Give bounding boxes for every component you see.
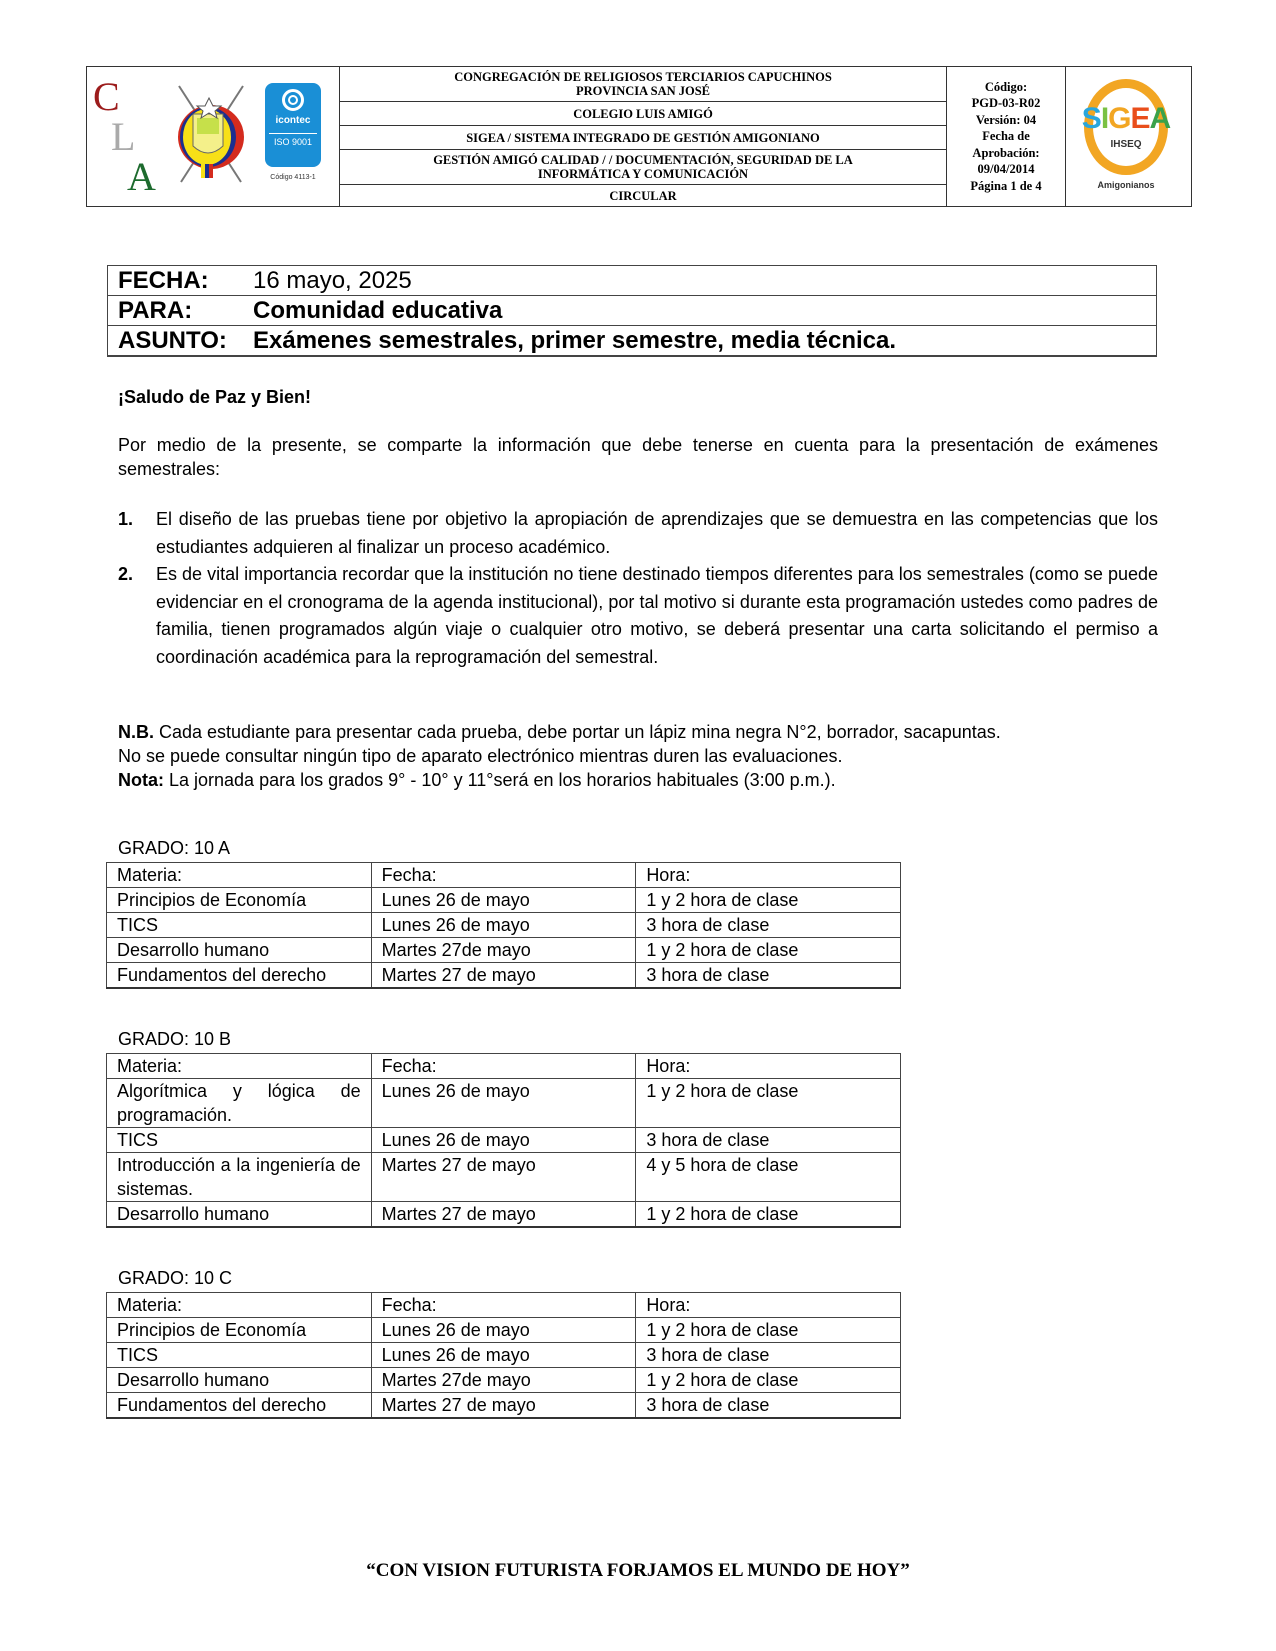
meta-row-asunto — [108, 326, 1157, 357]
institution-line-1: CONGREGACIÓN DE RELIGIOSOS TERCIARIOS CAPUCHINOS — [454, 70, 832, 84]
hour-cell: 1 y 2 hora de clase — [636, 888, 901, 913]
list-item-number: 1. — [118, 509, 134, 529]
approval-label-1: Fecha de — [982, 129, 1030, 144]
grade-block — [106, 1027, 901, 1228]
icontec-name: icontec — [275, 115, 311, 126]
icontec-code: Código 4113-1 — [270, 174, 316, 181]
icontec-logo — [265, 83, 321, 167]
school-name — [340, 102, 946, 126]
sigea-a: A — [1149, 102, 1171, 135]
date-cell: Lunes 26 de mayo — [371, 1079, 636, 1128]
table-row — [107, 888, 901, 913]
column-header: Hora: — [636, 863, 901, 888]
greeting: ¡Saludo de Paz y Bien! — [118, 387, 312, 407]
list-item-number: 2. — [118, 564, 134, 584]
hour-cell: 4 y 5 hora de clase — [636, 1153, 901, 1202]
table-row — [107, 963, 901, 989]
cla-letter-a: A — [127, 154, 156, 199]
fecha-value: 16 mayo, 2025 — [243, 266, 1157, 296]
table-row — [107, 1128, 901, 1153]
code-value: PGD-03-R02 — [971, 96, 1041, 111]
hour-cell: 1 y 2 hora de clase — [636, 1318, 901, 1343]
icontec-iso: ISO 9001 — [269, 133, 317, 148]
subject-cell: Principios de Economía — [107, 1318, 372, 1343]
date-cell: Martes 27 de mayo — [371, 1202, 636, 1228]
sigea-subtitle: IHSEQ — [1110, 139, 1142, 150]
hour-cell: 3 hora de clase — [636, 963, 901, 989]
table-row — [107, 1368, 901, 1393]
nota-text: La jornada para los grados 9° - 10° y 11°será en los horarios habituales (3:00 p.m.). — [164, 770, 836, 790]
hour-cell: 3 hora de clase — [636, 1128, 901, 1153]
nb-line-2: No se puede consultar ningún tipo de aparato electrónico mientras duren las evaluaciones. — [118, 746, 843, 766]
column-header: Hora: — [636, 1293, 901, 1318]
table-row — [107, 913, 901, 938]
school-name-text: COLEGIO LUIS AMIGÓ — [573, 106, 713, 121]
grade-schedule-table — [106, 1053, 901, 1228]
table-header-row — [107, 1293, 901, 1318]
intro-paragraph: Por medio de la presente, se comparte la información que debe tenerse en cuenta para la presentación de exámenes semestrales: — [118, 435, 1158, 479]
list-item — [118, 561, 1158, 671]
list-item-text: El diseño de las pruebas tiene por objetivo la apropiación de aprendizajes que se demuestra en las competencias que los estudiantes adquieren al finalizar un proceso académico. — [156, 509, 1158, 557]
column-header: Materia: — [107, 863, 372, 888]
table-row — [107, 1393, 901, 1419]
list-item — [118, 506, 1158, 561]
hour-cell: 1 y 2 hora de clase — [636, 1368, 901, 1393]
institution-name — [340, 67, 946, 102]
process-line-1: GESTIÓN AMIGÓ CALIDAD / / DOCUMENTACIÓN, SEGURIDAD DE LA — [433, 153, 853, 167]
table-row — [107, 938, 901, 963]
para-value: Comunidad educativa — [243, 296, 1157, 326]
approval-label-2: Aprobación: — [972, 145, 1040, 160]
column-header: Materia: — [107, 1054, 372, 1079]
date-cell: Martes 27 de mayo — [371, 963, 636, 989]
table-row — [107, 1153, 901, 1202]
hour-cell: 1 y 2 hora de clase — [636, 938, 901, 963]
column-header: Fecha: — [371, 863, 636, 888]
document-header — [86, 66, 1192, 207]
hour-cell: 1 y 2 hora de clase — [636, 1079, 901, 1128]
sigea-e: E — [1130, 102, 1150, 135]
column-header: Materia: — [107, 1293, 372, 1318]
date-cell: Martes 27 de mayo — [371, 1393, 636, 1419]
version: Versión: 04 — [975, 112, 1037, 127]
date-cell: Lunes 26 de mayo — [371, 888, 636, 913]
subject-cell: TICS — [107, 1128, 372, 1153]
sigea-wordmark — [1072, 101, 1180, 137]
asunto-value: Exámenes semestrales, primer semestre, media técnica. — [243, 326, 1157, 357]
notes-block — [118, 720, 1158, 792]
table-row — [107, 1202, 901, 1228]
subject-cell: Desarrollo humano — [107, 1368, 372, 1393]
fecha-label: FECHA: — [108, 266, 244, 296]
table-row — [107, 1318, 901, 1343]
subject-cell: Introducción a la ingeniería de sistemas. — [107, 1153, 372, 1202]
date-cell: Martes 27de mayo — [371, 938, 636, 963]
list-item-text: Es de vital importancia recordar que la institución no tiene destinado tiempos diferentes para los semestrales (como se puede evidenciar en el cronograma de la agenda institucional), por tal motivo si durante esta programación ustedes como padres de familia, tienen programados algún viaje o cualquier otro motivo, se deberá presentar una carta solicitando el permiso a coordinación académica para la reprogramación del semestral. — [156, 564, 1158, 667]
date-cell: Martes 27de mayo — [371, 1368, 636, 1393]
subject-cell: Algorítmica y lógica de programación. — [107, 1079, 372, 1128]
subject-cell: Desarrollo humano — [107, 1202, 372, 1228]
nb-label: N.B. — [118, 722, 154, 742]
icontec-ring-icon — [282, 89, 304, 111]
approval-date: 09/04/2014 — [977, 162, 1035, 177]
sigea-i: I — [1100, 102, 1109, 135]
nb-text: Cada estudiante para presentar cada prueba, debe portar un lápiz mina negra N°2, borrador, sacapuntas. — [154, 722, 1001, 742]
subject-cell: Principios de Economía — [107, 888, 372, 913]
doc-type — [340, 185, 946, 206]
cla-logo — [93, 74, 163, 199]
date-cell: Lunes 26 de mayo — [371, 1343, 636, 1368]
sigea-cell — [1066, 67, 1191, 206]
coat-of-arms-icon — [171, 82, 251, 187]
subject-cell: Fundamentos del derecho — [107, 1393, 372, 1419]
circular-meta-table — [107, 265, 1157, 357]
sigea-logo — [1072, 79, 1180, 197]
doc-type-text: CIRCULAR — [609, 188, 677, 203]
footer-motto: “CON VISION FUTURISTA FORJAMOS EL MUNDO DE HOY” — [366, 1560, 910, 1581]
cla-letter-c: C — [93, 74, 120, 119]
meta-row-para — [108, 296, 1157, 326]
grade-schedule-table — [106, 1292, 901, 1419]
grade-label: GRADO: 10 B — [118, 1029, 232, 1049]
sigea-s: S — [1081, 102, 1101, 135]
grade-label: GRADO: 10 A — [118, 838, 231, 858]
subject-cell: TICS — [107, 1343, 372, 1368]
date-cell: Lunes 26 de mayo — [371, 913, 636, 938]
sigea-tagline: Amigonianos — [1097, 180, 1155, 190]
hour-cell: 3 hora de clase — [636, 913, 901, 938]
grade-block — [106, 1266, 901, 1419]
table-row — [107, 1343, 901, 1368]
subject-cell: TICS — [107, 913, 372, 938]
hour-cell: 1 y 2 hora de clase — [636, 1202, 901, 1228]
nb-line — [118, 720, 1158, 744]
subject-cell: Desarrollo humano — [107, 938, 372, 963]
table-header-row — [107, 1054, 901, 1079]
system-name — [340, 126, 946, 150]
hour-cell: 3 hora de clase — [636, 1393, 901, 1419]
system-name-text: SIGEA / SISTEMA INTEGRADO DE GESTIÓN AMIGONIANO — [466, 130, 820, 145]
asunto-label: ASUNTO: — [108, 326, 244, 357]
table-header-row — [107, 863, 901, 888]
document-code-block — [947, 67, 1066, 206]
numbered-list — [118, 506, 1158, 671]
nota-line — [118, 768, 1158, 792]
date-cell: Lunes 26 de mayo — [371, 1128, 636, 1153]
logos-cell — [87, 67, 340, 206]
column-header: Fecha: — [371, 1293, 636, 1318]
date-cell: Martes 27 de mayo — [371, 1153, 636, 1202]
institution-line-2: PROVINCIA SAN JOSÉ — [575, 84, 711, 98]
process-line-2: INFORMÁTICA Y COMUNICACIÓN — [537, 167, 749, 181]
grade-schedules — [106, 836, 901, 1457]
column-header: Fecha: — [371, 1054, 636, 1079]
nota-label: Nota: — [118, 770, 164, 790]
hour-cell: 3 hora de clase — [636, 1343, 901, 1368]
grade-label: GRADO: 10 C — [118, 1268, 233, 1288]
grade-block — [106, 836, 901, 989]
header-titles — [340, 67, 947, 206]
column-header: Hora: — [636, 1054, 901, 1079]
para-label: PARA: — [108, 296, 244, 326]
date-cell: Lunes 26 de mayo — [371, 1318, 636, 1343]
sigea-g: G — [1108, 102, 1131, 135]
process-name — [340, 150, 946, 185]
grade-schedule-table — [106, 862, 901, 989]
cla-letter-l: L — [111, 114, 136, 159]
page-number: Página 1 de 4 — [970, 178, 1042, 193]
subject-cell: Fundamentos del derecho — [107, 963, 372, 989]
table-row — [107, 1079, 901, 1128]
code-label: Código: — [984, 79, 1028, 94]
meta-row-fecha — [108, 266, 1157, 296]
